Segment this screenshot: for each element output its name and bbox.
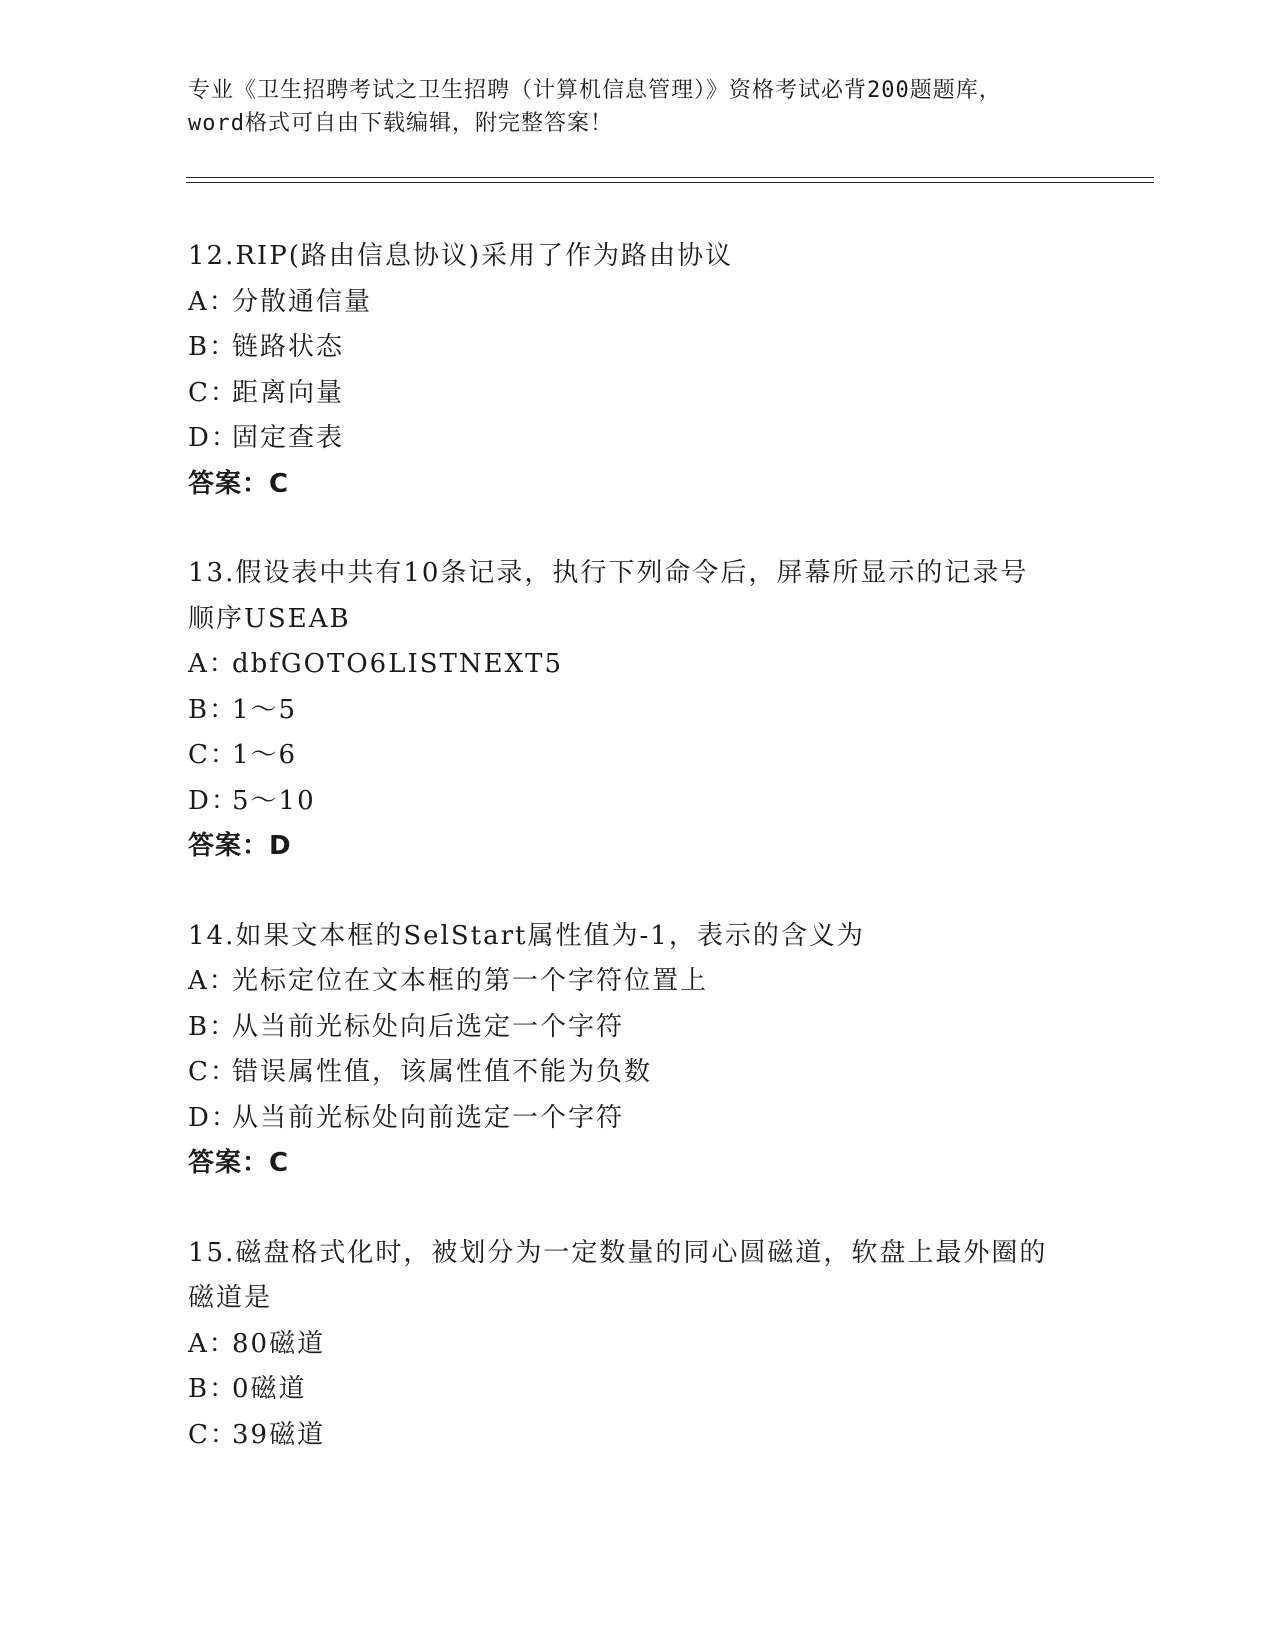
option-text: dbfGOTO6LISTNEXT5: [232, 649, 564, 679]
option-key: A：: [188, 1328, 237, 1359]
header-line-1: 专业《卫生招聘考试之卫生招聘（计算机信息管理）》资格考试必背200题题库，: [188, 78, 1002, 103]
option-text: 固定查表: [232, 423, 345, 453]
option-key: C：: [188, 1419, 238, 1450]
option-key: B：: [188, 332, 238, 362]
option-key: C：: [188, 377, 238, 408]
option-d: [188, 779, 1088, 825]
option-text: 距离向量: [232, 377, 345, 408]
option-key: B：: [188, 1374, 238, 1404]
option-key: D：: [188, 785, 239, 816]
header-divider-top: [186, 177, 1154, 178]
question-list: [188, 234, 1088, 1502]
option-key: D：: [188, 1102, 239, 1133]
question-13: [188, 551, 1088, 870]
option-c: [188, 733, 1088, 779]
option-text: 1～5: [232, 694, 298, 725]
question-12: [188, 234, 1088, 507]
option-text: 5～10: [232, 785, 316, 816]
answer-line: 答案：C: [188, 468, 290, 499]
option-text: 从当前光标处向前选定一个字符: [232, 1102, 625, 1133]
option-key: C：: [188, 1057, 238, 1087]
option-text: 错误属性值，该属性值不能为负数: [232, 1057, 653, 1087]
option-key: B：: [188, 1011, 238, 1042]
document-header: [188, 74, 1088, 140]
question-stem-continued: 磁道是: [188, 1283, 273, 1313]
option-key: A：: [188, 649, 237, 679]
option-a: [188, 280, 1088, 326]
option-b: [188, 1367, 1088, 1413]
option-key: C：: [188, 740, 238, 770]
question-stem-continued: 顺序USEAB: [188, 603, 351, 634]
question-stem: 15.磁盘格式化时，被划分为一定数量的同心圆磁道，软盘上最外圈的: [188, 1237, 1048, 1268]
option-d: [188, 416, 1088, 462]
option-b: [188, 325, 1088, 371]
option-key: A：: [188, 966, 237, 996]
header-divider-bottom: [186, 182, 1154, 183]
option-text: 链路状态: [232, 332, 345, 362]
answer-line: 答案：D: [188, 831, 292, 861]
question-stem: 13.假设表中共有10条记录，执行下列命令后，屏幕所显示的记录号: [188, 558, 1029, 588]
option-b: [188, 688, 1088, 734]
option-text: 从当前光标处向后选定一个字符: [232, 1011, 625, 1042]
option-c: [188, 371, 1088, 417]
option-text: 1～6: [232, 740, 298, 770]
option-b: [188, 1005, 1088, 1051]
header-line-2: word格式可自由下载编辑，附完整答案！: [188, 111, 613, 136]
option-text: 0磁道: [232, 1374, 307, 1404]
option-d: [188, 1096, 1088, 1142]
question-14: [188, 914, 1088, 1187]
option-key: B：: [188, 694, 238, 725]
option-a: [188, 1322, 1088, 1368]
option-text: 分散通信量: [232, 286, 373, 317]
option-c: [188, 1413, 1088, 1459]
question-15: [188, 1231, 1088, 1459]
option-a: [188, 642, 1088, 688]
option-key: A：: [188, 286, 237, 317]
option-text: 80磁道: [232, 1328, 326, 1359]
question-stem: 12.RIP(路由信息协议)采用了作为路由协议: [188, 241, 733, 271]
question-stem: 14.如果文本框的SelStart属性值为-1，表示的含义为: [188, 920, 865, 951]
option-c: [188, 1050, 1088, 1096]
answer-line: 答案：C: [188, 1148, 290, 1178]
option-text: 光标定位在文本框的第一个字符位置上: [232, 966, 709, 996]
option-key: D：: [188, 423, 239, 453]
option-text: 39磁道: [232, 1419, 326, 1450]
option-a: [188, 959, 1088, 1005]
